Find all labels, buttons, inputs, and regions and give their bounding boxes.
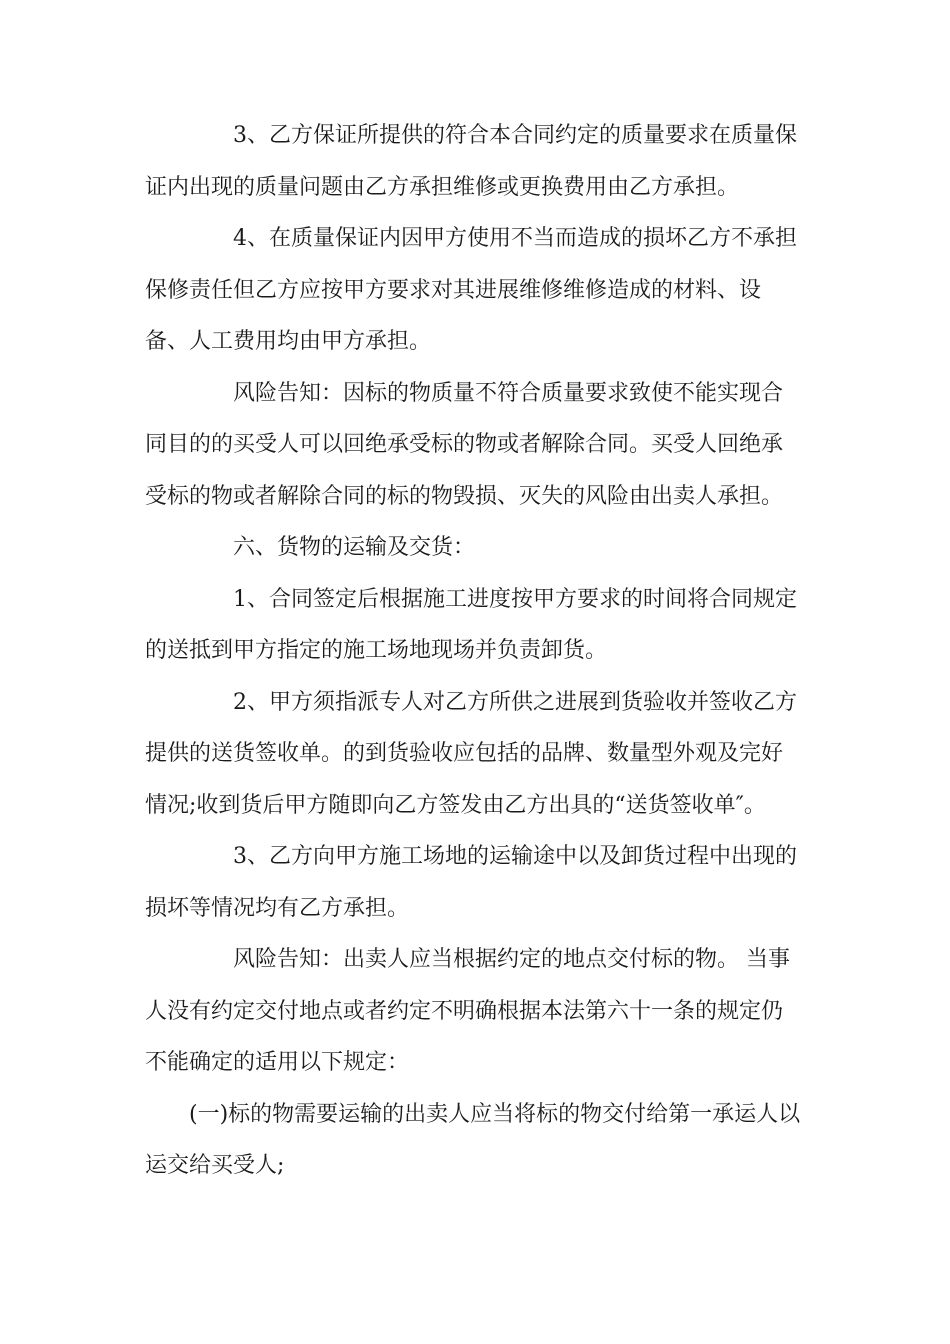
paragraph-line: 的送抵到甲方指定的施工场地现场并负责卸货。 [145, 638, 608, 663]
paragraph-line: 2、甲方须指派专人对乙方所供之进展到货验收并签收乙方 [233, 689, 797, 715]
paragraph-line: 受标的物或者解除合同的标的物毁损、灭失的风险由出卖人承担。 [145, 483, 784, 509]
paragraph-line: 4、在质量保证内因甲方使用不当而造成的损坏乙方不承担 [233, 226, 797, 251]
paragraph-line: 3、乙方向甲方施工场地的运输途中以及卸货过程中出现的 [233, 844, 797, 869]
paragraph-line: (一)标的物需要运输的出卖人应当将标的物交付给第一承运人以 [189, 1101, 801, 1127]
paragraph-line: 运交给买受人; [145, 1153, 285, 1178]
paragraph-line: 情况;收到货后甲方随即向乙方签发由乙方出具的“送货签收单″。 [145, 792, 766, 818]
paragraph-line: 风险告知：出卖人应当根据约定的地点交付标的物。 当事 [233, 947, 790, 972]
paragraph-line: 损坏等情况均有乙方承担。 [145, 895, 410, 921]
paragraph-line: 备、人工费用均由甲方承担。 [145, 329, 432, 354]
paragraph-line: 风险告知：因标的物质量不符合质量要求致使不能实现合 [233, 380, 784, 406]
paragraph-line: 保修责任但乙方应按甲方要求对其进展维修维修造成的材料、设 [145, 277, 762, 303]
paragraph-line: 人没有约定交付地点或者约定不明确根据本法第六十一条的规定仍 [145, 998, 784, 1024]
paragraph-line: 证内出现的质量问题由乙方承担维修或更换费用由乙方承担。 [145, 174, 740, 200]
paragraph-line: 3、乙方保证所提供的符合本合同约定的质量要求在质量保 [233, 123, 797, 148]
contract-body-text [145, 110, 810, 1192]
paragraph-line: 1、合同签定后根据施工进度按甲方要求的时间将合同规定 [233, 586, 797, 612]
paragraph-line: 同目的的买受人可以回绝承受标的物或者解除合同。买受人回绝承 [145, 432, 784, 457]
paragraph-line: 不能确定的适用以下规定： [145, 1050, 410, 1075]
section-heading: 六、货物的运输及交货： [233, 535, 476, 560]
paragraph-line: 提供的送货签收单。的到货验收应包括的品牌、数量型外观及完好 [145, 741, 784, 766]
